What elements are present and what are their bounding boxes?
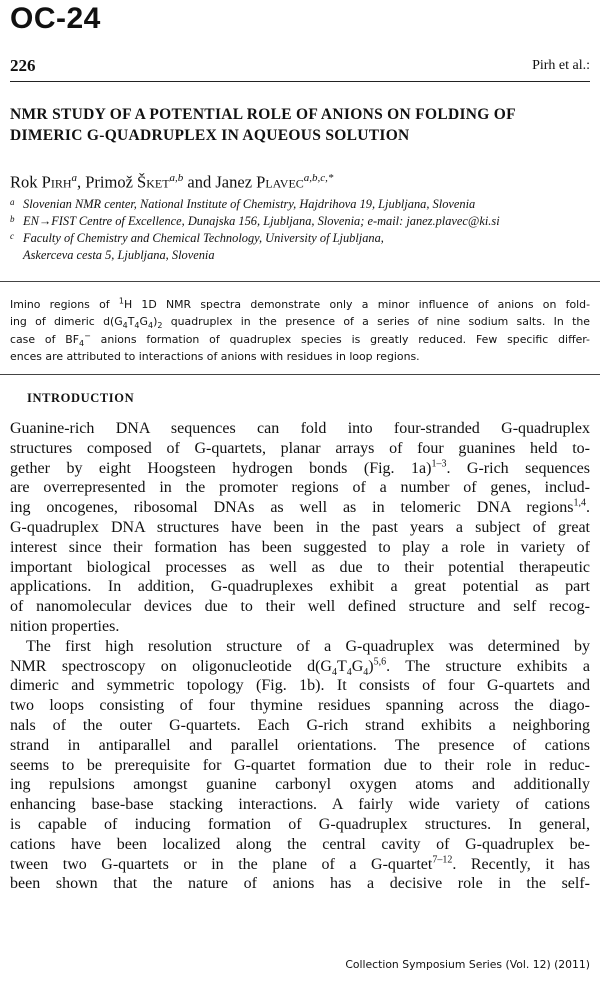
affiliation bbox=[10, 213, 590, 230]
abstract-text: G bbox=[139, 315, 148, 329]
text-line: nals of the outer G-quartets. Each G-rich strand exhibits a neighboring bbox=[10, 716, 590, 734]
text-line: cations have been localized along the central cavity of G-quadruplex be- bbox=[10, 835, 590, 853]
formula-subscript: 4 bbox=[363, 666, 369, 678]
text-line bbox=[10, 855, 590, 875]
citation-superscript: 1,4 bbox=[573, 497, 586, 509]
author-separator: and bbox=[183, 172, 216, 192]
text-line bbox=[10, 657, 590, 677]
text-line: structures composed of G-quartets, planar arrays of four guanines held to- bbox=[10, 439, 590, 457]
text-line: The first high resolution structure of a G-quadruplex was determined by bbox=[26, 637, 590, 655]
text-line: is capable of inducing formation of G-quadruplex structures. In general, bbox=[10, 815, 590, 833]
affiliation-mark: a bbox=[10, 197, 15, 207]
text-run: . The structure exhibits a bbox=[386, 657, 590, 675]
text-run: gether by eight Hoogsteen hydrogen bonds (Fig. 1a) bbox=[10, 459, 432, 477]
text-run: G bbox=[351, 657, 364, 675]
author-separator: , bbox=[76, 172, 86, 192]
formula-subscript: 4 bbox=[147, 321, 154, 331]
abstract-code: OC-24 bbox=[10, 2, 101, 35]
formula-subscript: 4 bbox=[331, 666, 337, 678]
abstract bbox=[10, 296, 590, 366]
page-number: 226 bbox=[10, 56, 36, 75]
text-run: . G-rich sequences bbox=[446, 459, 590, 477]
text-run: . bbox=[586, 499, 590, 517]
affiliation-text: EN→FIST Centre of Excellence, Dunajska 156, Ljubljana, Slovenia; e-mail: janez.plavec@ki.si bbox=[23, 214, 500, 228]
affiliation-list bbox=[10, 196, 590, 264]
abstract-text: ing of dimeric d(G bbox=[10, 315, 123, 329]
text-run: . Recently, it has bbox=[452, 855, 591, 873]
abstract-text: ) bbox=[153, 315, 158, 329]
paper-title bbox=[10, 104, 590, 146]
affiliation-text: Askerceva cesta 5, Ljubljana, Slovenia bbox=[23, 248, 215, 262]
affiliation bbox=[10, 230, 590, 247]
text-line: applications. In addition, G-quadruplexes exhibit a great potential as part bbox=[10, 578, 590, 596]
running-header bbox=[10, 56, 590, 80]
journal-footer: Collection Symposium Series (Vol. 12) (2011) bbox=[345, 958, 590, 971]
abstract-text: quadruplex in the presence of a series of nine sodium salts. In the bbox=[162, 315, 590, 329]
abstract-top-rule bbox=[0, 281, 600, 282]
text-line: dimeric and symmetric topology (Fig. 1b). It consists of four G-quartets and bbox=[10, 677, 590, 695]
author-first-name: Rok bbox=[10, 172, 42, 192]
abstract-text: case of BF bbox=[10, 332, 79, 346]
abstract-line bbox=[10, 331, 590, 348]
text-run: tween two G-quartets or in the plane of a G-quartet bbox=[10, 855, 433, 873]
text-line: nition properties. bbox=[10, 617, 120, 635]
abstract-text: H 1D NMR spectra demonstrate only a minor influence of anions on fold- bbox=[123, 298, 590, 311]
author-surname: Pirh bbox=[41, 172, 72, 192]
text-line: enhancing base-base stacking interactions. A fairly wide variety of cations bbox=[10, 796, 590, 814]
author-affiliation-mark: a bbox=[71, 172, 77, 184]
abstract-line bbox=[10, 313, 590, 330]
text-line: important biological processes as well as due to their potential therapeutic bbox=[10, 558, 590, 576]
text-line: two loops consisting of four thymine residues spanning across the diago- bbox=[10, 697, 590, 715]
abstract-line bbox=[10, 296, 590, 313]
running-author: Pirh et al.: bbox=[532, 58, 590, 73]
text-run: ing oncogenes, ribosomal DNAs as well as in telomeric DNA regions bbox=[10, 499, 574, 517]
abstract-text: anions formation of quadruplex species is greatly reduced. Few specific differ- bbox=[90, 332, 590, 346]
title-line: NMR STUDY OF A POTENTIAL ROLE OF ANIONS ON FOLDING OF bbox=[10, 106, 516, 123]
text-line: G-quadruplex DNA structures have been in the past years a subject of great bbox=[10, 518, 590, 536]
text-line: Guanine-rich DNA sequences can fold into four-stranded G-quadruplex bbox=[10, 420, 590, 437]
abstract-text: T bbox=[127, 315, 135, 329]
affiliation-text: Slovenian NMR center, National Institute of Chemistry, Hajdrihova 19, Ljubljana, Slovenia bbox=[23, 197, 476, 211]
author-surname: Šket bbox=[137, 172, 170, 192]
text-line bbox=[10, 498, 590, 518]
author-surname: Plavec bbox=[256, 172, 304, 192]
abstract-line: ences are attributed to interactions of anions with residues in loop regions. bbox=[10, 350, 420, 364]
affiliation-mark: b bbox=[10, 214, 15, 224]
text-line: are overrepresented in the promoter regions of a number of genes, includ- bbox=[10, 479, 590, 497]
citation-superscript: 7–12 bbox=[432, 854, 453, 866]
formula-subscript: 4 bbox=[346, 666, 352, 678]
affiliation-mark: c bbox=[10, 231, 14, 241]
title-line: DIMERIC G-QUADRUPLEX IN AQUEOUS SOLUTION bbox=[10, 127, 410, 144]
text-line: been shown that the nature of anions has a decisive role in the self- bbox=[10, 875, 590, 893]
affiliation-text: Faculty of Chemistry and Chemical Technology, University of Ljubljana, bbox=[23, 231, 384, 245]
affiliation bbox=[10, 247, 590, 264]
header-rule bbox=[10, 81, 590, 82]
formula-subscript: 4 bbox=[134, 321, 140, 331]
text-line: strand in antiparallel and parallel orientations. The presence of cations bbox=[10, 736, 590, 754]
body-text bbox=[10, 419, 590, 894]
text-line: of nanomolecular devices due to their well defined structure and self recog- bbox=[10, 598, 590, 616]
text-run: NMR spectroscopy on oligonucleotide d(G bbox=[10, 657, 332, 675]
formula-subscript: 4 bbox=[79, 338, 85, 348]
text-line bbox=[10, 459, 590, 479]
author-first-name: Janez bbox=[215, 172, 257, 192]
author-affiliation-mark: a,b bbox=[169, 172, 184, 184]
text-line: interest since their formation has been suggested to play a role in variety of bbox=[10, 538, 590, 556]
citation-superscript: 1–3 bbox=[431, 458, 447, 470]
author-first-name: Primož bbox=[85, 172, 138, 192]
abstract-bottom-rule bbox=[0, 374, 600, 375]
citation-superscript: 5,6 bbox=[373, 656, 387, 668]
text-line: ing repulsions amongst guanine carbonyl oxygen atoms and additionally bbox=[10, 776, 590, 794]
section-heading: INTRODUCTION bbox=[27, 391, 135, 405]
affiliation bbox=[10, 196, 590, 213]
charge-superscript: − bbox=[84, 331, 91, 341]
text-line: seems to be prerequisite for G-quartet formation due to their role in reduc- bbox=[10, 756, 590, 774]
isotope-superscript: 1 bbox=[118, 296, 124, 306]
author-list bbox=[10, 172, 333, 193]
formula-subscript: 2 bbox=[157, 321, 163, 331]
text-run: T bbox=[336, 657, 347, 675]
author-affiliation-mark: a,b,c,* bbox=[303, 172, 334, 184]
text-run: ) bbox=[368, 657, 374, 675]
formula-subscript: 4 bbox=[122, 321, 128, 331]
abstract-text: Imino regions of bbox=[10, 298, 119, 311]
